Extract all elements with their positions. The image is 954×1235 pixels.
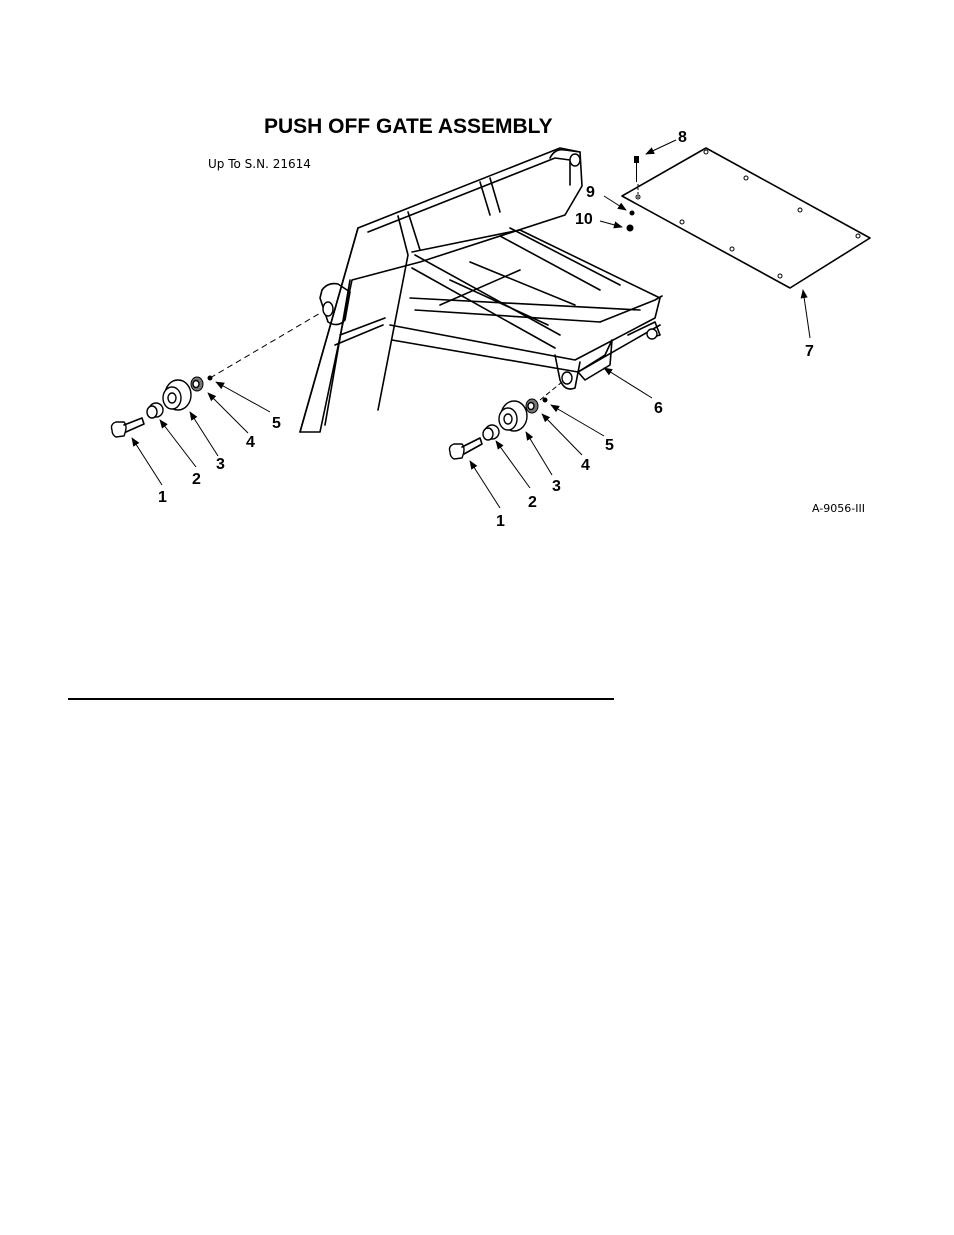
callout-10: 10: [575, 211, 593, 228]
callout-3-left: 3: [216, 456, 225, 473]
callout-7: 7: [805, 343, 814, 360]
diagram-title: PUSH OFF GATE ASSEMBLY: [264, 115, 553, 138]
callout-6: 6: [654, 400, 663, 417]
callout-9: 9: [586, 184, 595, 201]
bolt-8: [634, 156, 639, 198]
left-hardware: [112, 376, 213, 438]
leaders-plate: [600, 140, 810, 338]
serial-note: Up To S.N. 21614: [208, 157, 311, 171]
callout-5-left: 5: [272, 415, 281, 432]
washer-9: [630, 211, 635, 216]
right-hardware: [450, 398, 548, 460]
drawing-number: A-9056-III: [812, 502, 865, 515]
assembly-line-right: [540, 382, 562, 400]
callout-3-right: 3: [552, 478, 561, 495]
callout-8: 8: [678, 129, 687, 146]
leaders-right: [470, 368, 652, 508]
callout-1-right: 1: [496, 513, 505, 530]
callout-4-left: 4: [246, 434, 255, 451]
callout-5-right: 5: [605, 437, 614, 454]
callout-2-right: 2: [528, 494, 537, 511]
gate-frame: [300, 148, 662, 432]
callout-2-left: 2: [192, 471, 201, 488]
assembly-line-left: [210, 312, 322, 378]
callout-1-left: 1: [158, 489, 167, 506]
nut-10: [627, 225, 634, 232]
callout-4-right: 4: [581, 457, 590, 474]
cover-plate: [622, 148, 870, 288]
